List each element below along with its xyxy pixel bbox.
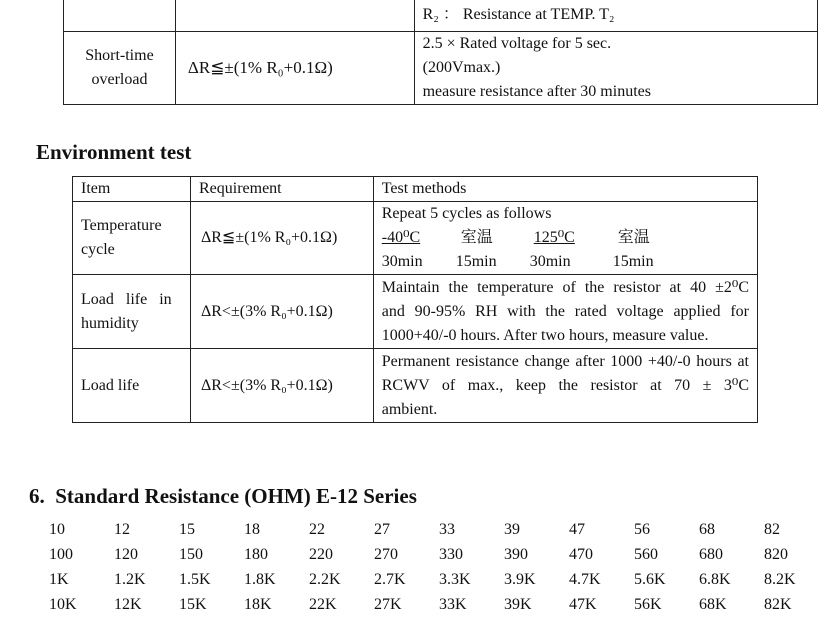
resistance-value: 3.3K xyxy=(439,571,471,588)
overload-method: 2.5 × Rated voltage for 5 sec. (200Vmax.) measure resistance after 30 minutes xyxy=(414,32,817,105)
resistance-value: 100 xyxy=(49,546,73,563)
header-item: Item xyxy=(73,177,191,202)
resistance-row xyxy=(49,571,829,596)
resistance-value: 82 xyxy=(764,521,780,538)
resistance-value: 6.8K xyxy=(699,571,731,588)
resistance-value: 220 xyxy=(309,546,333,563)
temp-cycle-method: Repeat 5 cycles as follows -40⁰C 室温 125⁰C 室温 30min 15min 30min 15min xyxy=(373,202,757,275)
temp-cycle-requirement: ΔR≦±(1% R₀+0.1Ω) xyxy=(190,202,373,275)
overload-item xyxy=(64,32,176,105)
load-life-item: Load life xyxy=(73,349,191,423)
resistance-value: 68K xyxy=(699,596,727,613)
resistance-value: 5.6K xyxy=(634,571,666,588)
temp-cycle-item: Temperature cycle xyxy=(73,202,191,275)
cycle-step: -40⁰C xyxy=(381,229,421,246)
resistance-value: 1.8K xyxy=(244,571,276,588)
resistance-row xyxy=(49,521,829,546)
resistance-value: 15K xyxy=(179,596,207,613)
r2-text: R₂ ： Resistance at TEMP. T₂ xyxy=(422,6,615,23)
resistance-value: 10K xyxy=(49,596,77,613)
resistance-value: 27 xyxy=(374,521,390,538)
resistance-value: 120 xyxy=(114,546,138,563)
resistance-value: 470 xyxy=(569,546,593,563)
header-requirement: Requirement xyxy=(190,177,373,202)
resistance-value: 150 xyxy=(179,546,203,563)
resistance-value: 270 xyxy=(374,546,398,563)
cycle-duration: 15min xyxy=(612,253,654,270)
performance-table xyxy=(63,0,818,105)
resistance-value: 8.2K xyxy=(764,571,796,588)
cycle-step: 室温 xyxy=(460,229,493,246)
resistance-value: 680 xyxy=(699,546,723,563)
resistance-value: 27K xyxy=(374,596,402,613)
environment-table xyxy=(72,176,758,423)
load-life-requirement: ΔR<±(3% R₀+0.1Ω) xyxy=(190,349,373,423)
table-cell xyxy=(175,0,414,32)
resistance-value: 47 xyxy=(569,521,585,538)
load-life-method: Permanent resistance change after 1000 +40/-0 hours at RCWV of max., keep the resistor at 70 ± 3⁰C ambient. xyxy=(373,349,757,423)
humidity-item: Load life in humidity xyxy=(73,275,191,349)
resistance-value: 12K xyxy=(114,596,142,613)
resistance-value: 22K xyxy=(309,596,337,613)
section-heading: Environment test xyxy=(36,140,192,164)
section-heading: 6. Standard Resistance (OHM) E-12 Series xyxy=(29,484,417,508)
resistance-value: 1K xyxy=(49,571,69,588)
resistance-value: 4.7K xyxy=(569,571,601,588)
resistance-value: 1.5K xyxy=(179,571,211,588)
resistance-value: 180 xyxy=(244,546,268,563)
cycle-duration: 30min xyxy=(529,253,571,270)
resistance-value: 47K xyxy=(569,596,597,613)
resistance-value: 56K xyxy=(634,596,662,613)
cycle-durations xyxy=(382,250,749,274)
resistance-row xyxy=(49,596,829,621)
cycle-step: 125⁰C xyxy=(533,229,575,246)
overload-requirement: ΔR≦±(1% R₀+0.1Ω) xyxy=(175,32,414,105)
resistance-grid xyxy=(49,521,829,621)
cycle-duration: 15min xyxy=(455,253,497,270)
resistance-value: 330 xyxy=(439,546,463,563)
resistance-value: 2.7K xyxy=(374,571,406,588)
cycle-duration: 30min xyxy=(381,253,423,270)
resistance-value: 39 xyxy=(504,521,520,538)
cycle-step: 室温 xyxy=(617,229,650,246)
resistance-value: 39K xyxy=(504,596,532,613)
resistance-value: 68 xyxy=(699,521,715,538)
resistance-value: 820 xyxy=(764,546,788,563)
overload-label: overload xyxy=(91,71,148,88)
resistance-value: 22 xyxy=(309,521,325,538)
overload-label: Short-time xyxy=(85,47,154,64)
resistance-row xyxy=(49,546,829,571)
resistance-value: 33 xyxy=(439,521,455,538)
resistance-value: 1.2K xyxy=(114,571,146,588)
resistance-value: 56 xyxy=(634,521,650,538)
r2-description xyxy=(414,0,817,32)
resistance-value: 33K xyxy=(439,596,467,613)
table-cell xyxy=(64,0,176,32)
resistance-value: 18 xyxy=(244,521,260,538)
resistance-value: 390 xyxy=(504,546,528,563)
resistance-value: 560 xyxy=(634,546,658,563)
humidity-method: Maintain the temperature of the resistor at 40 ±2⁰C and 90-95% RH with the rated voltage applied for 1000+40/-0 hours. After two hours, measure value. xyxy=(373,275,757,349)
resistance-value: 3.9K xyxy=(504,571,536,588)
resistance-value: 10 xyxy=(49,521,65,538)
resistance-value: 15 xyxy=(179,521,195,538)
resistance-value: 82K xyxy=(764,596,792,613)
humidity-requirement: ΔR<±(3% R₀+0.1Ω) xyxy=(190,275,373,349)
cycle-steps xyxy=(382,226,749,250)
resistance-value: 18K xyxy=(244,596,272,613)
header-test-methods: Test methods xyxy=(373,177,757,202)
resistance-value: 2.2K xyxy=(309,571,341,588)
resistance-value: 12 xyxy=(114,521,130,538)
